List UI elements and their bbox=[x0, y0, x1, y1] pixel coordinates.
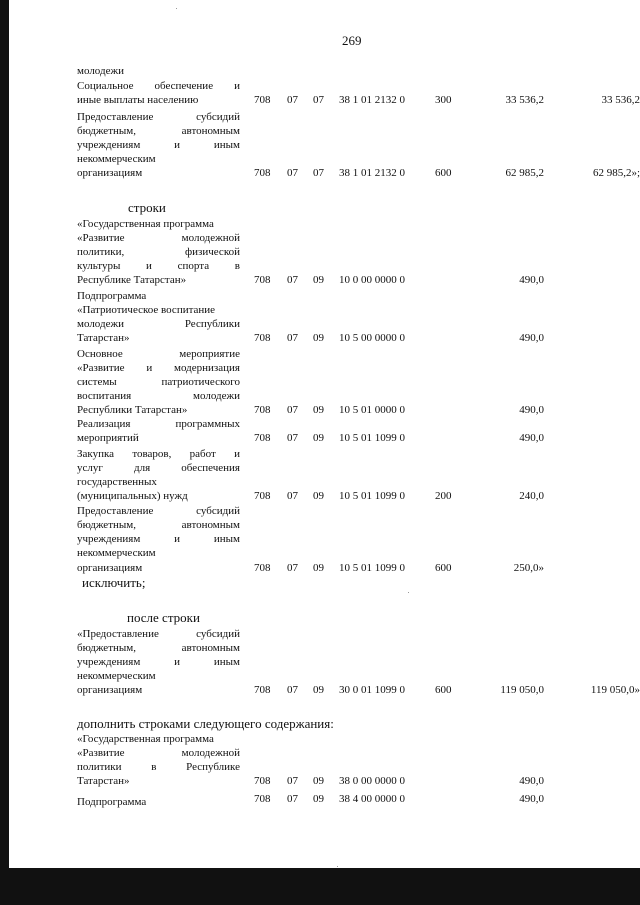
row-label-line: услуг для обеспечения bbox=[77, 462, 240, 474]
cell-subsection: 09 bbox=[313, 274, 324, 286]
row-label-line: молодежи Республики bbox=[77, 318, 240, 330]
row-label-line: бюджетным, автономным bbox=[77, 125, 240, 137]
cell-subsection: 09 bbox=[313, 684, 324, 696]
cell-amount: 490,0 bbox=[519, 274, 544, 286]
row-label-line: мероприятий bbox=[77, 432, 139, 444]
scan-bottom-border bbox=[0, 868, 640, 905]
cell-code: 708 bbox=[254, 167, 271, 179]
row-label-line: воспитания молодежи bbox=[77, 390, 240, 402]
cell-amount: 250,0» bbox=[513, 562, 544, 574]
row-label-line: Республики Татарстан» bbox=[77, 404, 188, 416]
cell-expense-type: 600 bbox=[435, 562, 452, 574]
cell-subsection: 09 bbox=[313, 332, 324, 344]
row-label-line: организациям bbox=[77, 167, 143, 179]
cell-code: 708 bbox=[254, 404, 271, 416]
cell-amount: 490,0 bbox=[519, 432, 544, 444]
instruction-text: после строки bbox=[127, 610, 200, 625]
cell-code: 708 bbox=[254, 432, 271, 444]
cell-amount: 33 536,2 bbox=[505, 94, 544, 106]
cell-subsection: 09 bbox=[313, 793, 324, 805]
row-label-line: политики, физической bbox=[77, 246, 240, 258]
row-label-line: Закупка товаров, работ и bbox=[77, 448, 240, 460]
cell-section: 07 bbox=[287, 490, 298, 502]
row-label-line: иные выплаты населению bbox=[77, 94, 199, 106]
cell-code: 708 bbox=[254, 684, 271, 696]
cell-amount: 490,0 bbox=[519, 775, 544, 787]
cell-target-article: 38 1 01 2132 0 bbox=[339, 94, 405, 106]
cell-target-article: 38 1 01 2132 0 bbox=[339, 167, 405, 179]
row-label-line: некоммерческим bbox=[77, 153, 156, 165]
row-label-line: «Развитие и модернизация bbox=[77, 362, 240, 374]
cell-amount-second: 119 050,0» bbox=[590, 684, 640, 696]
cell-expense-type: 200 bbox=[435, 490, 452, 502]
cell-section: 07 bbox=[287, 404, 298, 416]
row-label-line: бюджетным, автономным bbox=[77, 642, 240, 654]
row-label-line: «Развитие молодежной bbox=[77, 232, 240, 244]
row-label-line: «Патриотическое воспитание bbox=[77, 304, 216, 316]
row-label-line: Татарстан» bbox=[77, 332, 130, 344]
cell-target-article: 10 5 01 1099 0 bbox=[339, 562, 405, 574]
scan-speck bbox=[408, 592, 409, 593]
cell-section: 07 bbox=[287, 562, 298, 574]
row-label-line: политики в Республике bbox=[77, 761, 240, 773]
cell-subsection: 09 bbox=[313, 775, 324, 787]
cell-target-article: 10 5 01 0000 0 bbox=[339, 404, 405, 416]
instruction-text: исключить; bbox=[82, 575, 146, 590]
scan-speck bbox=[176, 8, 177, 9]
row-label-line: Подпрограмма bbox=[77, 796, 147, 808]
row-label-line: организациям bbox=[77, 684, 143, 696]
cell-code: 708 bbox=[254, 274, 271, 286]
instruction-text: дополнить строками следующего содержания: bbox=[77, 716, 334, 731]
cell-expense-type: 600 bbox=[435, 167, 452, 179]
cell-section: 07 bbox=[287, 775, 298, 787]
row-label-line: Предоставление субсидий bbox=[77, 111, 240, 123]
cell-amount: 62 985,2 bbox=[505, 167, 544, 179]
cell-section: 07 bbox=[287, 167, 298, 179]
cell-subsection: 09 bbox=[313, 432, 324, 444]
cell-amount: 490,0 bbox=[519, 793, 544, 805]
row-label-line: молодежи bbox=[77, 65, 124, 77]
row-label-line: Предоставление субсидий bbox=[77, 505, 240, 517]
cell-section: 07 bbox=[287, 684, 298, 696]
cell-subsection: 07 bbox=[313, 167, 324, 179]
cell-code: 708 bbox=[254, 490, 271, 502]
cell-subsection: 09 bbox=[313, 562, 324, 574]
cell-code: 708 bbox=[254, 332, 271, 344]
cell-section: 07 bbox=[287, 793, 298, 805]
cell-code: 708 bbox=[254, 562, 271, 574]
cell-target-article: 38 0 00 0000 0 bbox=[339, 775, 405, 787]
row-label-line: Республике Татарстан» bbox=[77, 274, 187, 286]
cell-target-article: 10 5 00 0000 0 bbox=[339, 332, 405, 344]
cell-expense-type: 300 bbox=[435, 94, 452, 106]
row-label-line: Татарстан» bbox=[77, 775, 130, 787]
cell-code: 708 bbox=[254, 775, 271, 787]
cell-target-article: 10 0 00 0000 0 bbox=[339, 274, 405, 286]
cell-target-article: 30 0 01 1099 0 bbox=[339, 684, 405, 696]
cell-target-article: 38 4 00 0000 0 bbox=[339, 793, 405, 805]
cell-amount: 119 050,0 bbox=[500, 684, 544, 696]
scan-speck bbox=[337, 866, 338, 867]
cell-amount: 490,0 bbox=[519, 332, 544, 344]
row-label-line: учреждениям и иным bbox=[77, 656, 240, 668]
cell-expense-type: 600 bbox=[435, 684, 452, 696]
row-label-line: организациям bbox=[77, 562, 143, 574]
cell-amount: 240,0 bbox=[519, 490, 544, 502]
row-label-line: Подпрограмма bbox=[77, 290, 147, 302]
row-label-line: некоммерческим bbox=[77, 670, 156, 682]
cell-section: 07 bbox=[287, 274, 298, 286]
cell-amount: 490,0 bbox=[519, 404, 544, 416]
row-label-line: «Государственная программа bbox=[77, 218, 214, 230]
cell-section: 07 bbox=[287, 94, 298, 106]
row-label-line: Основное мероприятие bbox=[77, 348, 240, 360]
row-label-line: государственных bbox=[77, 476, 157, 488]
cell-subsection: 09 bbox=[313, 490, 324, 502]
row-label-line: «Развитие молодежной bbox=[77, 747, 240, 759]
scan-left-border bbox=[0, 0, 9, 886]
cell-target-article: 10 5 01 1099 0 bbox=[339, 490, 405, 502]
row-label-line: культуры и спорта в bbox=[77, 260, 240, 272]
cell-section: 07 bbox=[287, 432, 298, 444]
row-label-line: учреждениям и иным bbox=[77, 139, 240, 151]
row-label-line: «Государственная программа bbox=[77, 733, 214, 745]
cell-amount-second: 33 536,2 bbox=[601, 94, 640, 106]
row-label-line: «Предоставление субсидий bbox=[77, 628, 240, 640]
row-label-line: системы патриотического bbox=[77, 376, 240, 388]
instruction-text: строки bbox=[128, 200, 166, 215]
row-label-line: (муниципальных) нужд bbox=[77, 490, 188, 502]
cell-code: 708 bbox=[254, 94, 271, 106]
cell-subsection: 09 bbox=[313, 404, 324, 416]
row-label-line: Реализация программных bbox=[77, 418, 240, 430]
row-label-line: учреждениям и иным bbox=[77, 533, 240, 545]
cell-target-article: 10 5 01 1099 0 bbox=[339, 432, 405, 444]
page-number: 269 bbox=[342, 33, 362, 48]
row-label-line: некоммерческим bbox=[77, 547, 156, 559]
cell-subsection: 07 bbox=[313, 94, 324, 106]
row-label-line: бюджетным, автономным bbox=[77, 519, 240, 531]
cell-amount-second: 62 985,2»; bbox=[592, 167, 640, 179]
cell-section: 07 bbox=[287, 332, 298, 344]
row-label-line: Социальное обеспечение и bbox=[77, 80, 240, 92]
cell-code: 708 bbox=[254, 793, 271, 805]
